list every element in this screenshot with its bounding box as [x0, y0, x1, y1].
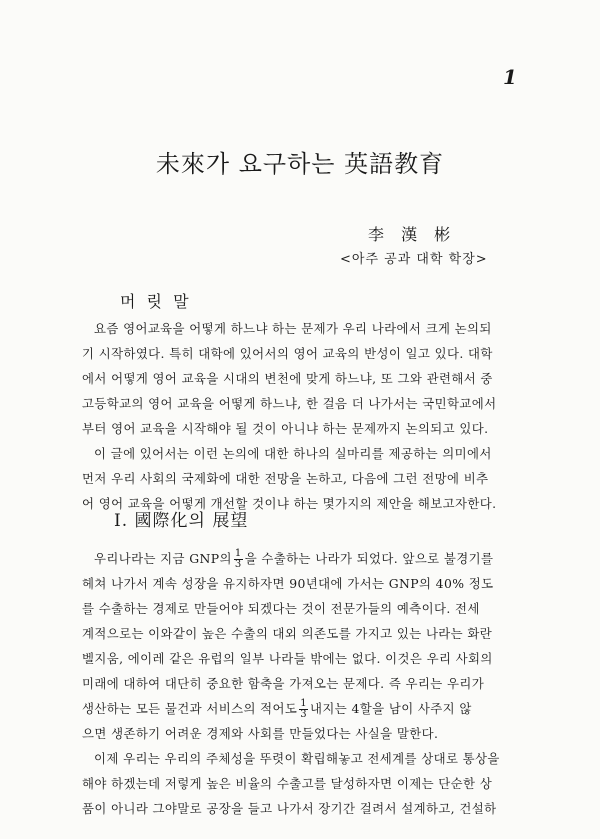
text-line: 벨지움, 에이레 같은 유럽의 일부 나라들 밖에는 없다. 이것은 우리 사회의	[82, 651, 493, 666]
fraction-one-third	[299, 699, 308, 720]
author-name: 李 漢 彬	[368, 225, 457, 244]
text-line: 고등학교의 영어 교육을 어떻게 하느냐, 한 걸음 더 나가서는 국민학교에서	[82, 396, 497, 411]
page-number: 1	[503, 65, 517, 89]
text-line: 를 수출하는 경제로 만들어야 되겠다는 것이 전문가들의 예측이다. 전세	[82, 601, 480, 616]
line-segment: 을 수출하는 나라가 되었다. 앞으로 불경기를	[244, 551, 494, 566]
text-line: 부터 영어 교육을 시작해야 될 것이 아니냐 하는 문제까지 논의되고 있다.	[82, 421, 489, 436]
text-line: 미래에 대하여 대단히 중요한 함축을 가져오는 문제다. 즉 우리는 우리가	[82, 676, 485, 691]
text-line: 이 글에 있어서는 이런 논의에 대한 하나의 실마리를 제공하는 의미에서	[94, 446, 492, 461]
text-line: 에서 어떻게 영어 교육을 시대의 변천에 맞게 하느냐, 또 그와 관련해서 중	[82, 371, 493, 386]
text-line: 품이 아니라 그야말로 공장을 들고 나가서 장기간 걸려서 설계하고, 건설하	[82, 801, 497, 816]
text-line: 해야 하겠는데 저렇게 높은 비율의 수출고를 달성하자면 이제는 단순한 상	[82, 776, 493, 791]
text-line: 어 영어 교육을 어떻게 개선할 것이냐 하는 몇가지의 제안을 해보고자한다.	[82, 496, 497, 511]
article-title: 未來가 요구하는 英語教育	[155, 150, 445, 178]
author-affiliation: <아주 공과 대학 학장>	[340, 252, 488, 267]
fraction-numerator: 1	[234, 548, 242, 559]
text-line	[82, 696, 522, 721]
text-line: 기 시작하였다. 특히 대학에 있어서의 영어 교육의 반성이 일고 있다. 대학	[82, 346, 493, 361]
fraction-one-third	[234, 549, 243, 570]
text-line: 이제 우리는 우리의 주체성을 뚜렷이 확립해놓고 전세계를 상대로 통상을	[94, 751, 500, 766]
line-segment: 생산하는 모든 물건과 서비스의 적어도	[82, 701, 298, 716]
text-line: 으면 생존하기 어려운 경제와 사회를 만들었다는 사실을 말한다.	[82, 726, 439, 741]
text-line: 요즘 영어교육을 어떻게 하느냐 하는 문제가 우리 나라에서 크게 논의되	[94, 321, 492, 336]
chapter-heading-internationalization: I. 國際化의 展望	[114, 511, 249, 531]
text-line: 계적으로는 이와같이 높은 수출의 대외 의존도를 가지고 있는 나라는 화란	[82, 626, 493, 641]
fraction-numerator: 1	[300, 698, 308, 709]
preface-paragraph	[82, 316, 522, 516]
fraction-denominator: 3	[300, 709, 308, 720]
line-segment: 우리나라는 지금 GNP의	[94, 551, 232, 566]
text-line: 헤쳐 나가서 계속 성장을 유지하자면 90년대에 가서는 GNP의 40% 정도	[82, 576, 494, 591]
fraction-denominator: 3	[234, 559, 242, 570]
line-segment: 내지는 4할을 남이 사주지 않	[310, 701, 472, 716]
text-line	[82, 546, 522, 571]
text-line: 먼저 우리 사회의 국제화에 대한 전망을 논하고, 다음에 그런 전망에 비추	[82, 471, 489, 486]
chapter-paragraph	[82, 546, 522, 821]
section-heading-preface: 머 릿 말	[120, 292, 192, 311]
